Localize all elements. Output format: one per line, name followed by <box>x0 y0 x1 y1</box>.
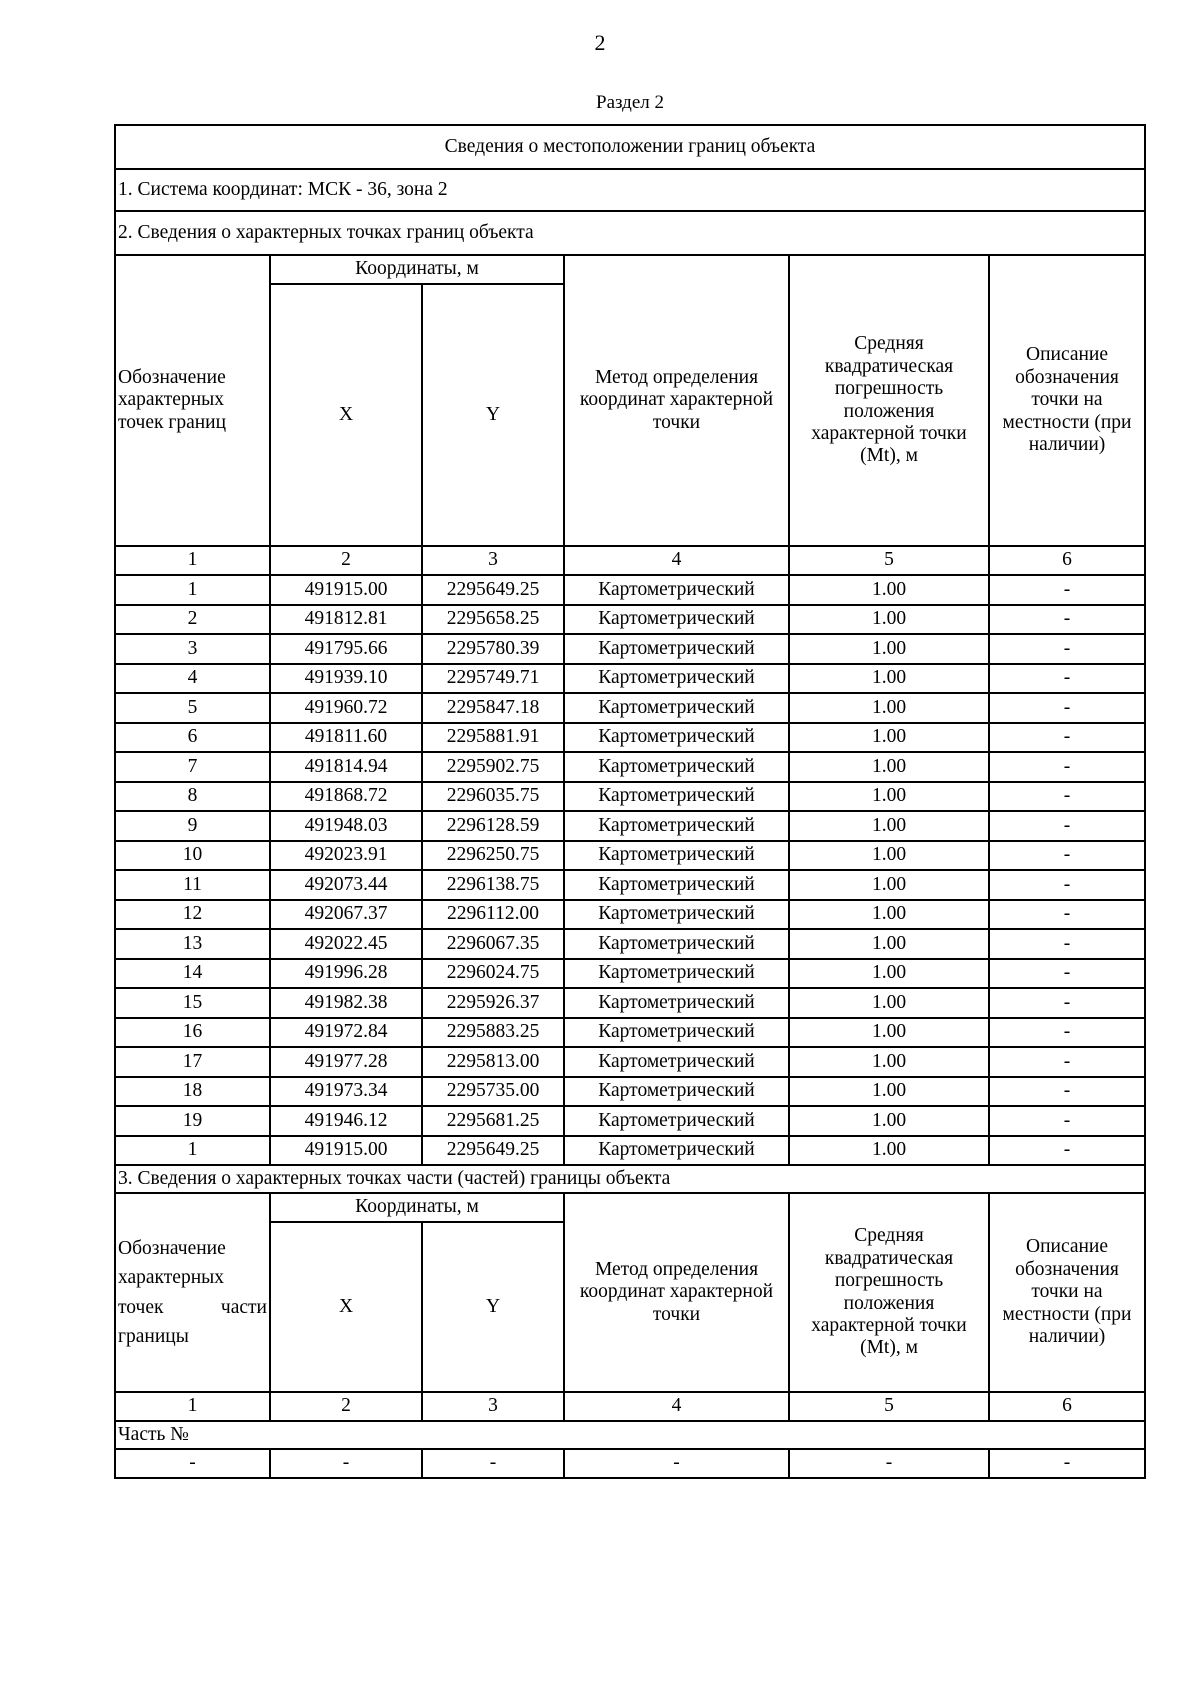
method-cell: Картометрический <box>564 811 789 841</box>
x-cell: 491939.10 <box>270 664 422 694</box>
part-cell: - <box>789 1449 989 1478</box>
method-cell: Картометрический <box>564 693 789 723</box>
table-row <box>115 575 1145 605</box>
table-row <box>115 752 1145 782</box>
header-part-point-label <box>115 1193 270 1392</box>
point-id-cell: 1 <box>115 1136 270 1166</box>
header-part-description: Описание обозначения точки на местности (при наличии) <box>989 1193 1145 1392</box>
point-id-cell: 1 <box>115 575 270 605</box>
point-id-cell: 2 <box>115 605 270 635</box>
point-id-cell: 4 <box>115 664 270 694</box>
header-error: Средняя квадратическая погрешность положения характерной точки (Mt), м <box>789 255 989 546</box>
section-title: Раздел 2 <box>596 92 664 113</box>
point-id-cell: 17 <box>115 1047 270 1077</box>
header-part-line: характерных <box>118 1267 224 1289</box>
header-point-label: Обозначение характерных точек границ <box>115 255 270 546</box>
description-cell: - <box>989 723 1145 753</box>
header-part-error: Средняя квадратическая погрешность положения характерной точки (Mt), м <box>789 1193 989 1392</box>
x-cell: 491972.84 <box>270 1018 422 1048</box>
table-row <box>115 1136 1145 1166</box>
table-row <box>115 959 1145 989</box>
part-row <box>115 1449 1145 1478</box>
column-number: 6 <box>989 546 1145 575</box>
description-cell: - <box>989 811 1145 841</box>
description-cell: - <box>989 634 1145 664</box>
table-row <box>115 693 1145 723</box>
x-cell: 492022.45 <box>270 929 422 959</box>
header-part-line: границы <box>118 1325 189 1347</box>
method-cell: Картометрический <box>564 723 789 753</box>
point-id-cell: 18 <box>115 1077 270 1107</box>
x-cell: 491814.94 <box>270 752 422 782</box>
mt-cell: 1.00 <box>789 693 989 723</box>
table-row <box>115 1047 1145 1077</box>
mt-cell: 1.00 <box>789 723 989 753</box>
description-cell: - <box>989 929 1145 959</box>
header-part-y: Y <box>422 1222 564 1392</box>
method-cell: Картометрический <box>564 929 789 959</box>
column-number: 2 <box>270 546 422 575</box>
header-part-line: Обозначение <box>118 1238 226 1259</box>
mt-cell: 1.00 <box>789 811 989 841</box>
y-cell: 2296067.35 <box>422 929 564 959</box>
point-id-cell: 13 <box>115 929 270 959</box>
y-cell: 2296128.59 <box>422 811 564 841</box>
description-cell: - <box>989 782 1145 812</box>
method-cell: Картометрический <box>564 634 789 664</box>
description-cell: - <box>989 841 1145 871</box>
point-id-cell: 19 <box>115 1106 270 1136</box>
header-y: Y <box>422 284 564 546</box>
point-id-cell: 10 <box>115 841 270 871</box>
point-id-cell: 5 <box>115 693 270 723</box>
section3-title: 3. Сведения о характерных точках части (частей) границы объекта <box>115 1165 1145 1193</box>
description-cell: - <box>989 988 1145 1018</box>
part-column-numbers-row <box>115 1392 1145 1421</box>
method-cell: Картометрический <box>564 1136 789 1166</box>
column-number: 1 <box>115 1392 270 1421</box>
x-cell: 491915.00 <box>270 1136 422 1166</box>
y-cell: 2295813.00 <box>422 1047 564 1077</box>
table-row <box>115 664 1145 694</box>
mt-cell: 1.00 <box>789 664 989 694</box>
part-cell: - <box>115 1449 270 1478</box>
boundary-table <box>114 124 1146 1479</box>
method-cell: Картометрический <box>564 1047 789 1077</box>
method-cell: Картометрический <box>564 870 789 900</box>
description-cell: - <box>989 664 1145 694</box>
table-row <box>115 841 1145 871</box>
header-part-line <box>118 1293 267 1322</box>
mt-cell: 1.00 <box>789 1047 989 1077</box>
header-part-word: точек <box>118 1296 164 1318</box>
column-number: 1 <box>115 546 270 575</box>
y-cell: 2295780.39 <box>422 634 564 664</box>
point-id-cell: 3 <box>115 634 270 664</box>
table-row <box>115 782 1145 812</box>
mt-cell: 1.00 <box>789 929 989 959</box>
x-cell: 491973.34 <box>270 1077 422 1107</box>
section2-title: 2. Сведения о характерных точках границ объекта <box>115 211 1145 255</box>
x-cell: 491812.81 <box>270 605 422 635</box>
y-cell: 2295902.75 <box>422 752 564 782</box>
table-row <box>115 723 1145 753</box>
x-cell: 491996.28 <box>270 959 422 989</box>
y-cell: 2296138.75 <box>422 870 564 900</box>
description-cell: - <box>989 605 1145 635</box>
method-cell: Картометрический <box>564 1106 789 1136</box>
y-cell: 2295847.18 <box>422 693 564 723</box>
y-cell: 2295749.71 <box>422 664 564 694</box>
point-id-cell: 8 <box>115 782 270 812</box>
x-cell: 491811.60 <box>270 723 422 753</box>
column-number: 4 <box>564 546 789 575</box>
header-x: X <box>270 284 422 546</box>
point-id-cell: 14 <box>115 959 270 989</box>
x-cell: 492023.91 <box>270 841 422 871</box>
table-row <box>115 929 1145 959</box>
x-cell: 492073.44 <box>270 870 422 900</box>
point-id-cell: 12 <box>115 900 270 930</box>
column-number: 4 <box>564 1392 789 1421</box>
x-cell: 491795.66 <box>270 634 422 664</box>
column-number: 5 <box>789 1392 989 1421</box>
method-cell: Картометрический <box>564 605 789 635</box>
y-cell: 2295658.25 <box>422 605 564 635</box>
x-cell: 492067.37 <box>270 900 422 930</box>
table-row <box>115 1077 1145 1107</box>
mt-cell: 1.00 <box>789 900 989 930</box>
point-id-cell: 6 <box>115 723 270 753</box>
part-cell: - <box>270 1449 422 1478</box>
mt-cell: 1.00 <box>789 782 989 812</box>
description-cell: - <box>989 870 1145 900</box>
point-id-cell: 16 <box>115 1018 270 1048</box>
column-number: 2 <box>270 1392 422 1421</box>
y-cell: 2295883.25 <box>422 1018 564 1048</box>
table-row <box>115 900 1145 930</box>
description-cell: - <box>989 575 1145 605</box>
mt-cell: 1.00 <box>789 752 989 782</box>
part-cell: - <box>422 1449 564 1478</box>
point-id-cell: 7 <box>115 752 270 782</box>
mt-cell: 1.00 <box>789 1018 989 1048</box>
point-id-cell: 9 <box>115 811 270 841</box>
table-row <box>115 1106 1145 1136</box>
method-cell: Картометрический <box>564 988 789 1018</box>
description-cell: - <box>989 900 1145 930</box>
header-description: Описание обозначения точки на местности (при наличии) <box>989 255 1145 546</box>
table-row <box>115 634 1145 664</box>
y-cell: 2295735.00 <box>422 1077 564 1107</box>
table-row <box>115 811 1145 841</box>
description-cell: - <box>989 1077 1145 1107</box>
mt-cell: 1.00 <box>789 605 989 635</box>
x-cell: 491960.72 <box>270 693 422 723</box>
table-row <box>115 870 1145 900</box>
method-cell: Картометрический <box>564 1077 789 1107</box>
description-cell: - <box>989 959 1145 989</box>
description-cell: - <box>989 1106 1145 1136</box>
method-cell: Картометрический <box>564 841 789 871</box>
method-cell: Картометрический <box>564 959 789 989</box>
part-cell: - <box>989 1449 1145 1478</box>
description-cell: - <box>989 752 1145 782</box>
header-part-coords-group: Координаты, м <box>270 1193 564 1222</box>
x-cell: 491982.38 <box>270 988 422 1018</box>
column-number: 5 <box>789 546 989 575</box>
description-cell: - <box>989 1047 1145 1077</box>
mt-cell: 1.00 <box>789 870 989 900</box>
y-cell: 2296112.00 <box>422 900 564 930</box>
mt-cell: 1.00 <box>789 1106 989 1136</box>
y-cell: 2295649.25 <box>422 1136 564 1166</box>
header-method: Метод определения координат характерной точки <box>564 255 789 546</box>
y-cell: 2296250.75 <box>422 841 564 871</box>
x-cell: 491868.72 <box>270 782 422 812</box>
description-cell: - <box>989 693 1145 723</box>
coord-system: 1. Система координат: МСК - 36, зона 2 <box>115 169 1145 211</box>
method-cell: Картометрический <box>564 664 789 694</box>
mt-cell: 1.00 <box>789 575 989 605</box>
page-number: 2 <box>594 30 606 55</box>
table-row <box>115 605 1145 635</box>
column-number: 3 <box>422 1392 564 1421</box>
table-row <box>115 1018 1145 1048</box>
part-label: Часть № <box>115 1421 1145 1449</box>
mt-cell: 1.00 <box>789 959 989 989</box>
column-number: 3 <box>422 546 564 575</box>
header-part-word: части <box>220 1296 267 1318</box>
mt-cell: 1.00 <box>789 1136 989 1166</box>
header-coords-group: Координаты, м <box>270 255 564 284</box>
x-cell: 491977.28 <box>270 1047 422 1077</box>
method-cell: Картометрический <box>564 782 789 812</box>
table-title: Сведения о местоположении границ объекта <box>115 125 1145 169</box>
y-cell: 2295649.25 <box>422 575 564 605</box>
method-cell: Картометрический <box>564 752 789 782</box>
header-part-method: Метод определения координат характерной точки <box>564 1193 789 1392</box>
table-row <box>115 988 1145 1018</box>
column-number: 6 <box>989 1392 1145 1421</box>
x-cell: 491948.03 <box>270 811 422 841</box>
method-cell: Картометрический <box>564 1018 789 1048</box>
y-cell: 2295681.25 <box>422 1106 564 1136</box>
y-cell: 2295881.91 <box>422 723 564 753</box>
x-cell: 491946.12 <box>270 1106 422 1136</box>
mt-cell: 1.00 <box>789 1077 989 1107</box>
mt-cell: 1.00 <box>789 841 989 871</box>
column-numbers-row <box>115 546 1145 575</box>
description-cell: - <box>989 1018 1145 1048</box>
mt-cell: 1.00 <box>789 988 989 1018</box>
point-id-cell: 15 <box>115 988 270 1018</box>
point-id-cell: 11 <box>115 870 270 900</box>
y-cell: 2296024.75 <box>422 959 564 989</box>
mt-cell: 1.00 <box>789 634 989 664</box>
method-cell: Картометрический <box>564 900 789 930</box>
description-cell: - <box>989 1136 1145 1166</box>
y-cell: 2295926.37 <box>422 988 564 1018</box>
y-cell: 2296035.75 <box>422 782 564 812</box>
part-cell: - <box>564 1449 789 1478</box>
x-cell: 491915.00 <box>270 575 422 605</box>
header-part-x: X <box>270 1222 422 1392</box>
method-cell: Картометрический <box>564 575 789 605</box>
